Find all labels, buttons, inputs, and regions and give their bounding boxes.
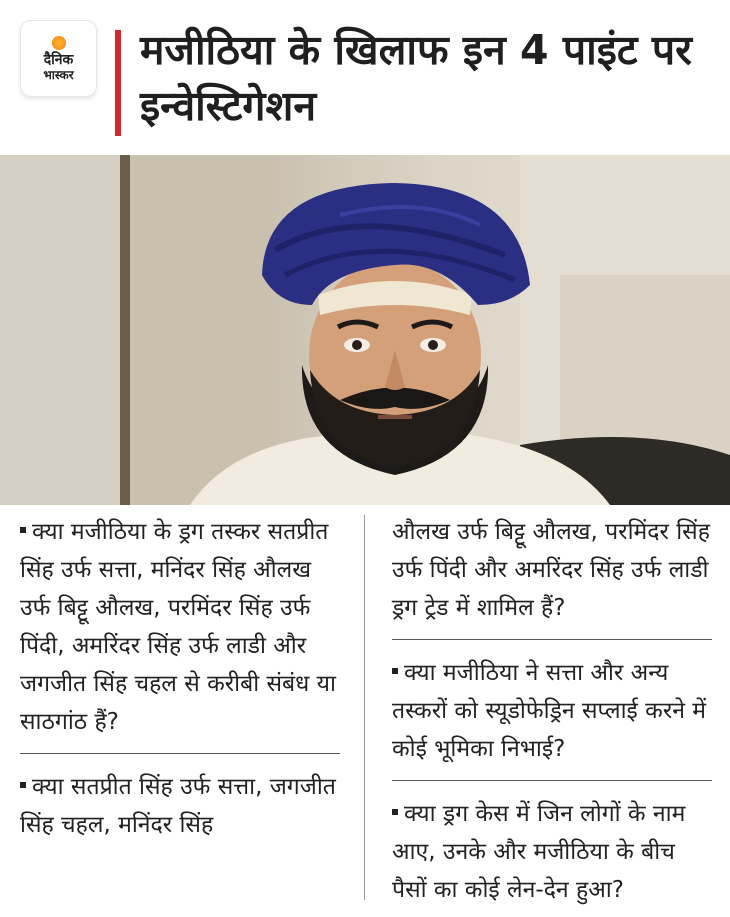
question-3 [392, 646, 712, 776]
question-3-text: क्या मजीठिया ने सत्ता और अन्य तस्करों को स्यूडोफेड्रिन सप्लाई करने में कोई भूमिका निभाई? [392, 660, 707, 762]
sun-icon [52, 36, 66, 50]
questions-section [0, 505, 730, 910]
bullet-icon [392, 668, 398, 674]
question-2-continued [392, 505, 712, 635]
question-4 [392, 787, 712, 917]
dainik-bhaskar-logo [21, 21, 96, 96]
divider [20, 753, 340, 754]
column-divider [364, 515, 365, 900]
questions-left-column [20, 505, 340, 852]
questions-right-column [392, 505, 712, 917]
logo-line1: दैनिक [43, 51, 74, 68]
bullet-icon [392, 809, 398, 815]
question-4-text: क्या ड्रग केस में जिन लोगों के नाम आए, उनके और मजीठिया के बीच पैसों का कोई लेन-देन हुआ? [392, 801, 686, 903]
divider [392, 780, 712, 781]
question-2-text-part1: क्या सतप्रीत सिंह उर्फ सत्ता, जगजीत सिंह चहल, मनिंदर सिंह [20, 774, 336, 838]
headline-accent-bar [115, 30, 121, 136]
bullet-icon [20, 527, 26, 533]
question-2-text-part2: औलख उर्फ बिट्टू औलख, परमिंदर सिंह उर्फ पिंदी और अमरिंदर सिंह उर्फ लाडी ड्रग ट्रेड में शामिल हैं? [392, 519, 710, 621]
bullet-icon [20, 782, 26, 788]
question-1 [20, 505, 340, 749]
question-2 [20, 760, 340, 852]
header [0, 0, 730, 155]
person-photo [0, 155, 730, 505]
logo-line2: भास्कर [43, 67, 74, 82]
question-1-text: क्या मजीठिया के ड्रग तस्कर सतप्रीत सिंह उर्फ सत्ता, मनिंदर सिंह औलख उर्फ बिट्टू औलख, परमिंदर सिंह उर्फ पिंदी, अमरिंदर सिंह उर्फ लाडी और जगजीत सिंह चहल से करीबी संबंध या साठगांठ हैं? [20, 519, 336, 735]
divider [392, 639, 712, 640]
headline: मजीठिया के खिलाफ इन 4 पाइंट पर इन्वेस्टिगेशन [140, 26, 692, 130]
